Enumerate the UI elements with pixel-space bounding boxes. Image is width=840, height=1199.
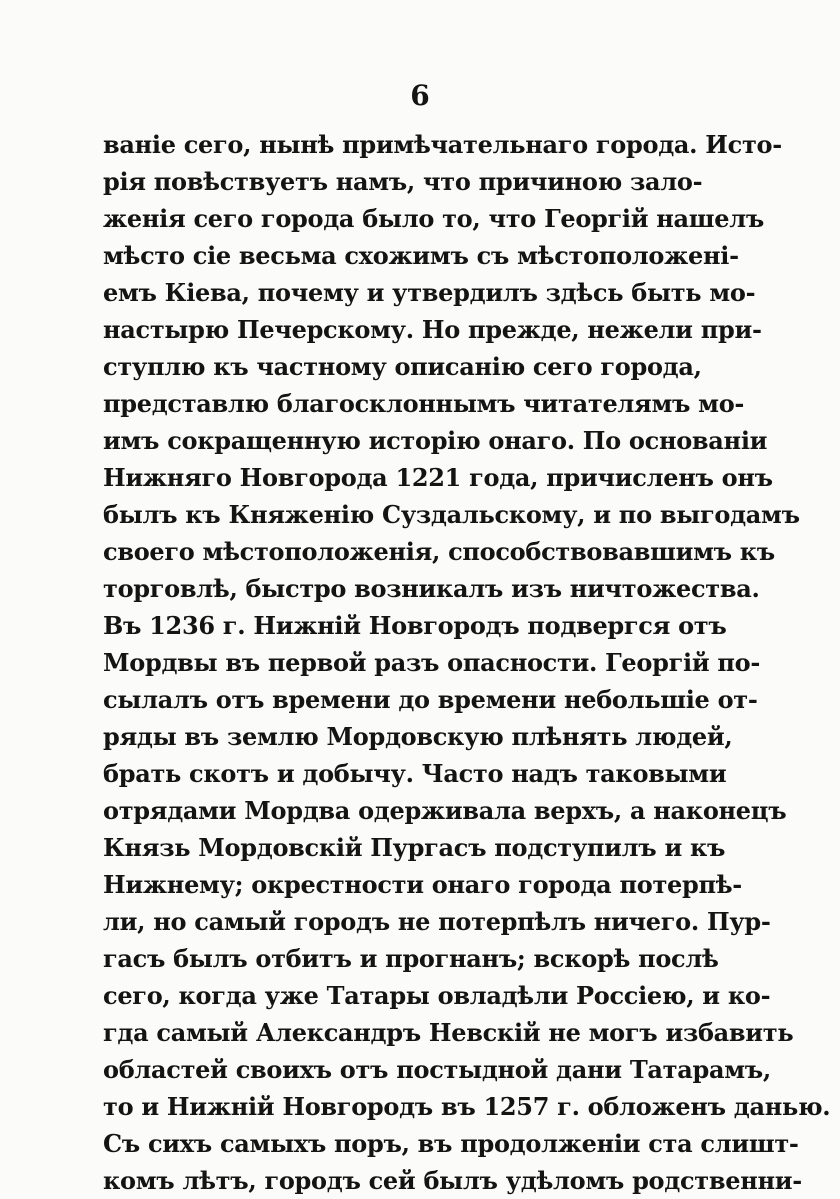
- text-line: областей своихъ отъ постыдной дани Татарамъ,: [103, 1055, 771, 1084]
- text-line: брать скотъ и добычу. Часто надъ таковыми: [103, 759, 727, 788]
- text-line: гасъ былъ отбитъ и прогнанъ; вскорѣ послѣ: [103, 944, 719, 973]
- text-line: Нижняго Новгорода 1221 года, причисленъ онъ: [103, 463, 773, 492]
- text-line: Мордвы въ первой разъ опасности. Георгій по-: [103, 648, 761, 677]
- text-line: то и Нижній Новгородъ въ 1257 г. обложенъ данью.: [103, 1092, 831, 1121]
- body-text: [103, 126, 831, 1199]
- text-line: сего, когда уже Татары овладѣли Россіею, и ко-: [103, 981, 771, 1010]
- text-line: мѣсто сіе весьма схожимъ съ мѣстоположені-: [103, 241, 739, 270]
- text-line: представлю благосклоннымъ читателямъ мо-: [103, 389, 745, 418]
- text-line: ступлю къ частному описанію сего города,: [103, 352, 702, 381]
- text-line: ряды въ землю Мордовскую плѣнять людей,: [103, 722, 733, 751]
- text-line: Съ сихъ самыхъ поръ, въ продолженіи ста слишт-: [103, 1129, 799, 1158]
- text-line: комъ лѣтъ, городъ сей былъ удѣломъ родственни-: [103, 1166, 802, 1195]
- text-line: женія сего города было то, что Георгій нашелъ: [103, 204, 764, 233]
- text-line: имъ сокращенную исторію онаго. По основаніи: [103, 426, 768, 455]
- text-line: Нижнему; окрестности онаго города потерпѣ-: [103, 870, 742, 899]
- text-line: торговлѣ, быстро возникалъ изъ ничтожества.: [103, 574, 760, 603]
- text-line: Князь Мордовскій Пургасъ подступилъ и къ: [103, 833, 726, 862]
- text-line: емъ Кіева, почему и утвердилъ здѣсь быть мо-: [103, 278, 756, 307]
- text-line: ваніе сего, нынѣ примѣчательнаго города. Исто-: [103, 130, 782, 159]
- text-line: отрядами Мордва одерживала верхъ, а наконецъ: [103, 796, 787, 825]
- text-line: гда самый Александръ Невскій не могъ избавить: [103, 1018, 794, 1047]
- text-line: ли, но самый городъ не потерпѣлъ ничего. Пур-: [103, 907, 771, 936]
- text-line: былъ къ Княженію Суздальскому, и по выгодамъ: [103, 500, 800, 529]
- page-number: 6: [410, 79, 430, 112]
- text-line: настырю Печерскому. Но прежде, нежели при-: [103, 315, 762, 344]
- text-line: своего мѣстоположенія, способствовавшимъ къ: [103, 537, 775, 566]
- text-line: сылалъ отъ времени до времени небольшіе от-: [103, 685, 758, 714]
- text-line: рія повѣствуетъ намъ, что причиною зало-: [103, 167, 703, 196]
- text-line: Въ 1236 г. Нижній Новгородъ подвергся отъ: [103, 611, 727, 640]
